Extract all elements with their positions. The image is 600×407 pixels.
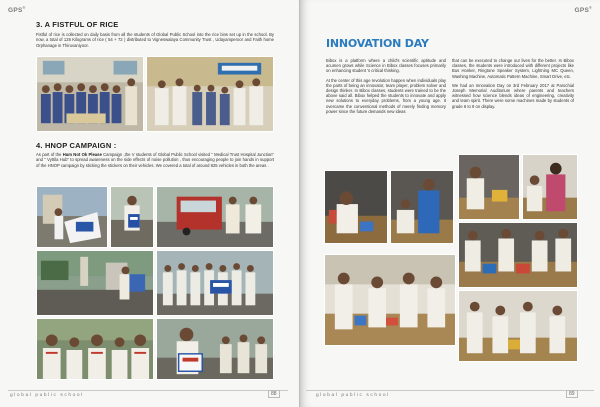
photo-hnop-street-group: [36, 250, 154, 316]
photo-hnop-vehicle-sticker: [110, 186, 154, 248]
innovation-text-col-2: [452, 58, 574, 109]
section-3-text: Fistful of rice is collected on daily basis from all the students of Global Public School into the rice bins set up in the school. By now, a total of 126 Kilograms of rice ( 54 + 72 ) distributed to Vigneswalaya Community Trust , Udayamperoor and Faith home Orphanage in Thiruvaniyoor.: [36, 32, 274, 48]
photo-rice-distribution: [146, 56, 274, 132]
gps-logo: GPS®: [8, 6, 26, 15]
photo-rice-students-group: [36, 56, 144, 132]
photo-hnop-bus-sticker: [156, 186, 274, 248]
footer-school-name-right: global public school: [316, 393, 390, 398]
innovation-col2-para-2: We had an Innovation Day on 3rd February 2017 at Parochial Joseph Memorial Auditorium where parents and teachers witnessed how science blends ideas of engineering, creativity and team spirit. There were some machines made by students of grade 6 to 9 on display.: [452, 82, 574, 109]
photo-innovation-display-6: [324, 254, 456, 346]
photo-hnop-street-group-2: [156, 250, 274, 316]
innovation-day-title: INNOVATION DAY: [326, 37, 429, 50]
photo-innovation-display-1: [324, 170, 388, 244]
footer-rule-right: [306, 390, 594, 391]
gps-logo: GPS®: [574, 6, 592, 15]
photo-hnop-girls-smiling: [36, 318, 154, 380]
innovation-text-col-1: [326, 58, 446, 114]
section-4-title: 4. HNOP CAMPAIGN :: [36, 141, 117, 150]
section-4-text: As part of the Hum Not Ok Please Campaign ,the V students of Global Public School visited " Medical Trust Hospital Junction" and " Vyttila Hub" to spread awareness on the side effects of noise pollution , thus encouraging people to join hands in support of the HNOP campaign by sticking the stickers on their vehicles. We covered a total of around 825 vehicles in both the areas .: [36, 152, 274, 168]
photo-hnop-boy-poster: [156, 318, 274, 380]
photo-innovation-display-2: [390, 170, 454, 244]
photo-innovation-display-5: [458, 222, 578, 288]
page-number-right: 89: [566, 390, 578, 398]
photo-innovation-display-7: [458, 290, 578, 362]
footer-rule-left: [8, 390, 288, 391]
innovation-col2-para-1: that can be executed to change our lives for the better. In Bibox classes, the students were introduced with different projects like Bus Honker, Ringtone Speaker System, Lightning MC Queen, Washing Machine, Automatic Pattern Machine, Smart Drive, etc.: [452, 58, 574, 79]
footer-school-name-left: global public school: [10, 393, 84, 398]
photo-innovation-display-4: [522, 154, 578, 220]
photo-innovation-display-3: [458, 154, 520, 220]
innovation-col1-para-2: At the center of this age revolution happen when individuals play the parts of being an innovator, team player, problem solver and design thinker. In Bibox classes, students were trained to be the above said all. Bibox helped the students to innovate and apply new solutions to everyday problems, from a young age. It overcame the conventional methods of merely finding memory power since the future demands new ideas: [326, 77, 446, 114]
page-number-left: 88: [268, 390, 280, 398]
section-3-title: 3. A FISTFUL OF RICE: [36, 20, 119, 29]
photo-hnop-street-banner: [36, 186, 108, 248]
innovation-col1-para-1: Bibox is a platform where a child's scientific aptitude and acumen grows while Science in Bibox classes focuses primarily on enhancing student 's critical thinking.: [326, 58, 446, 74]
